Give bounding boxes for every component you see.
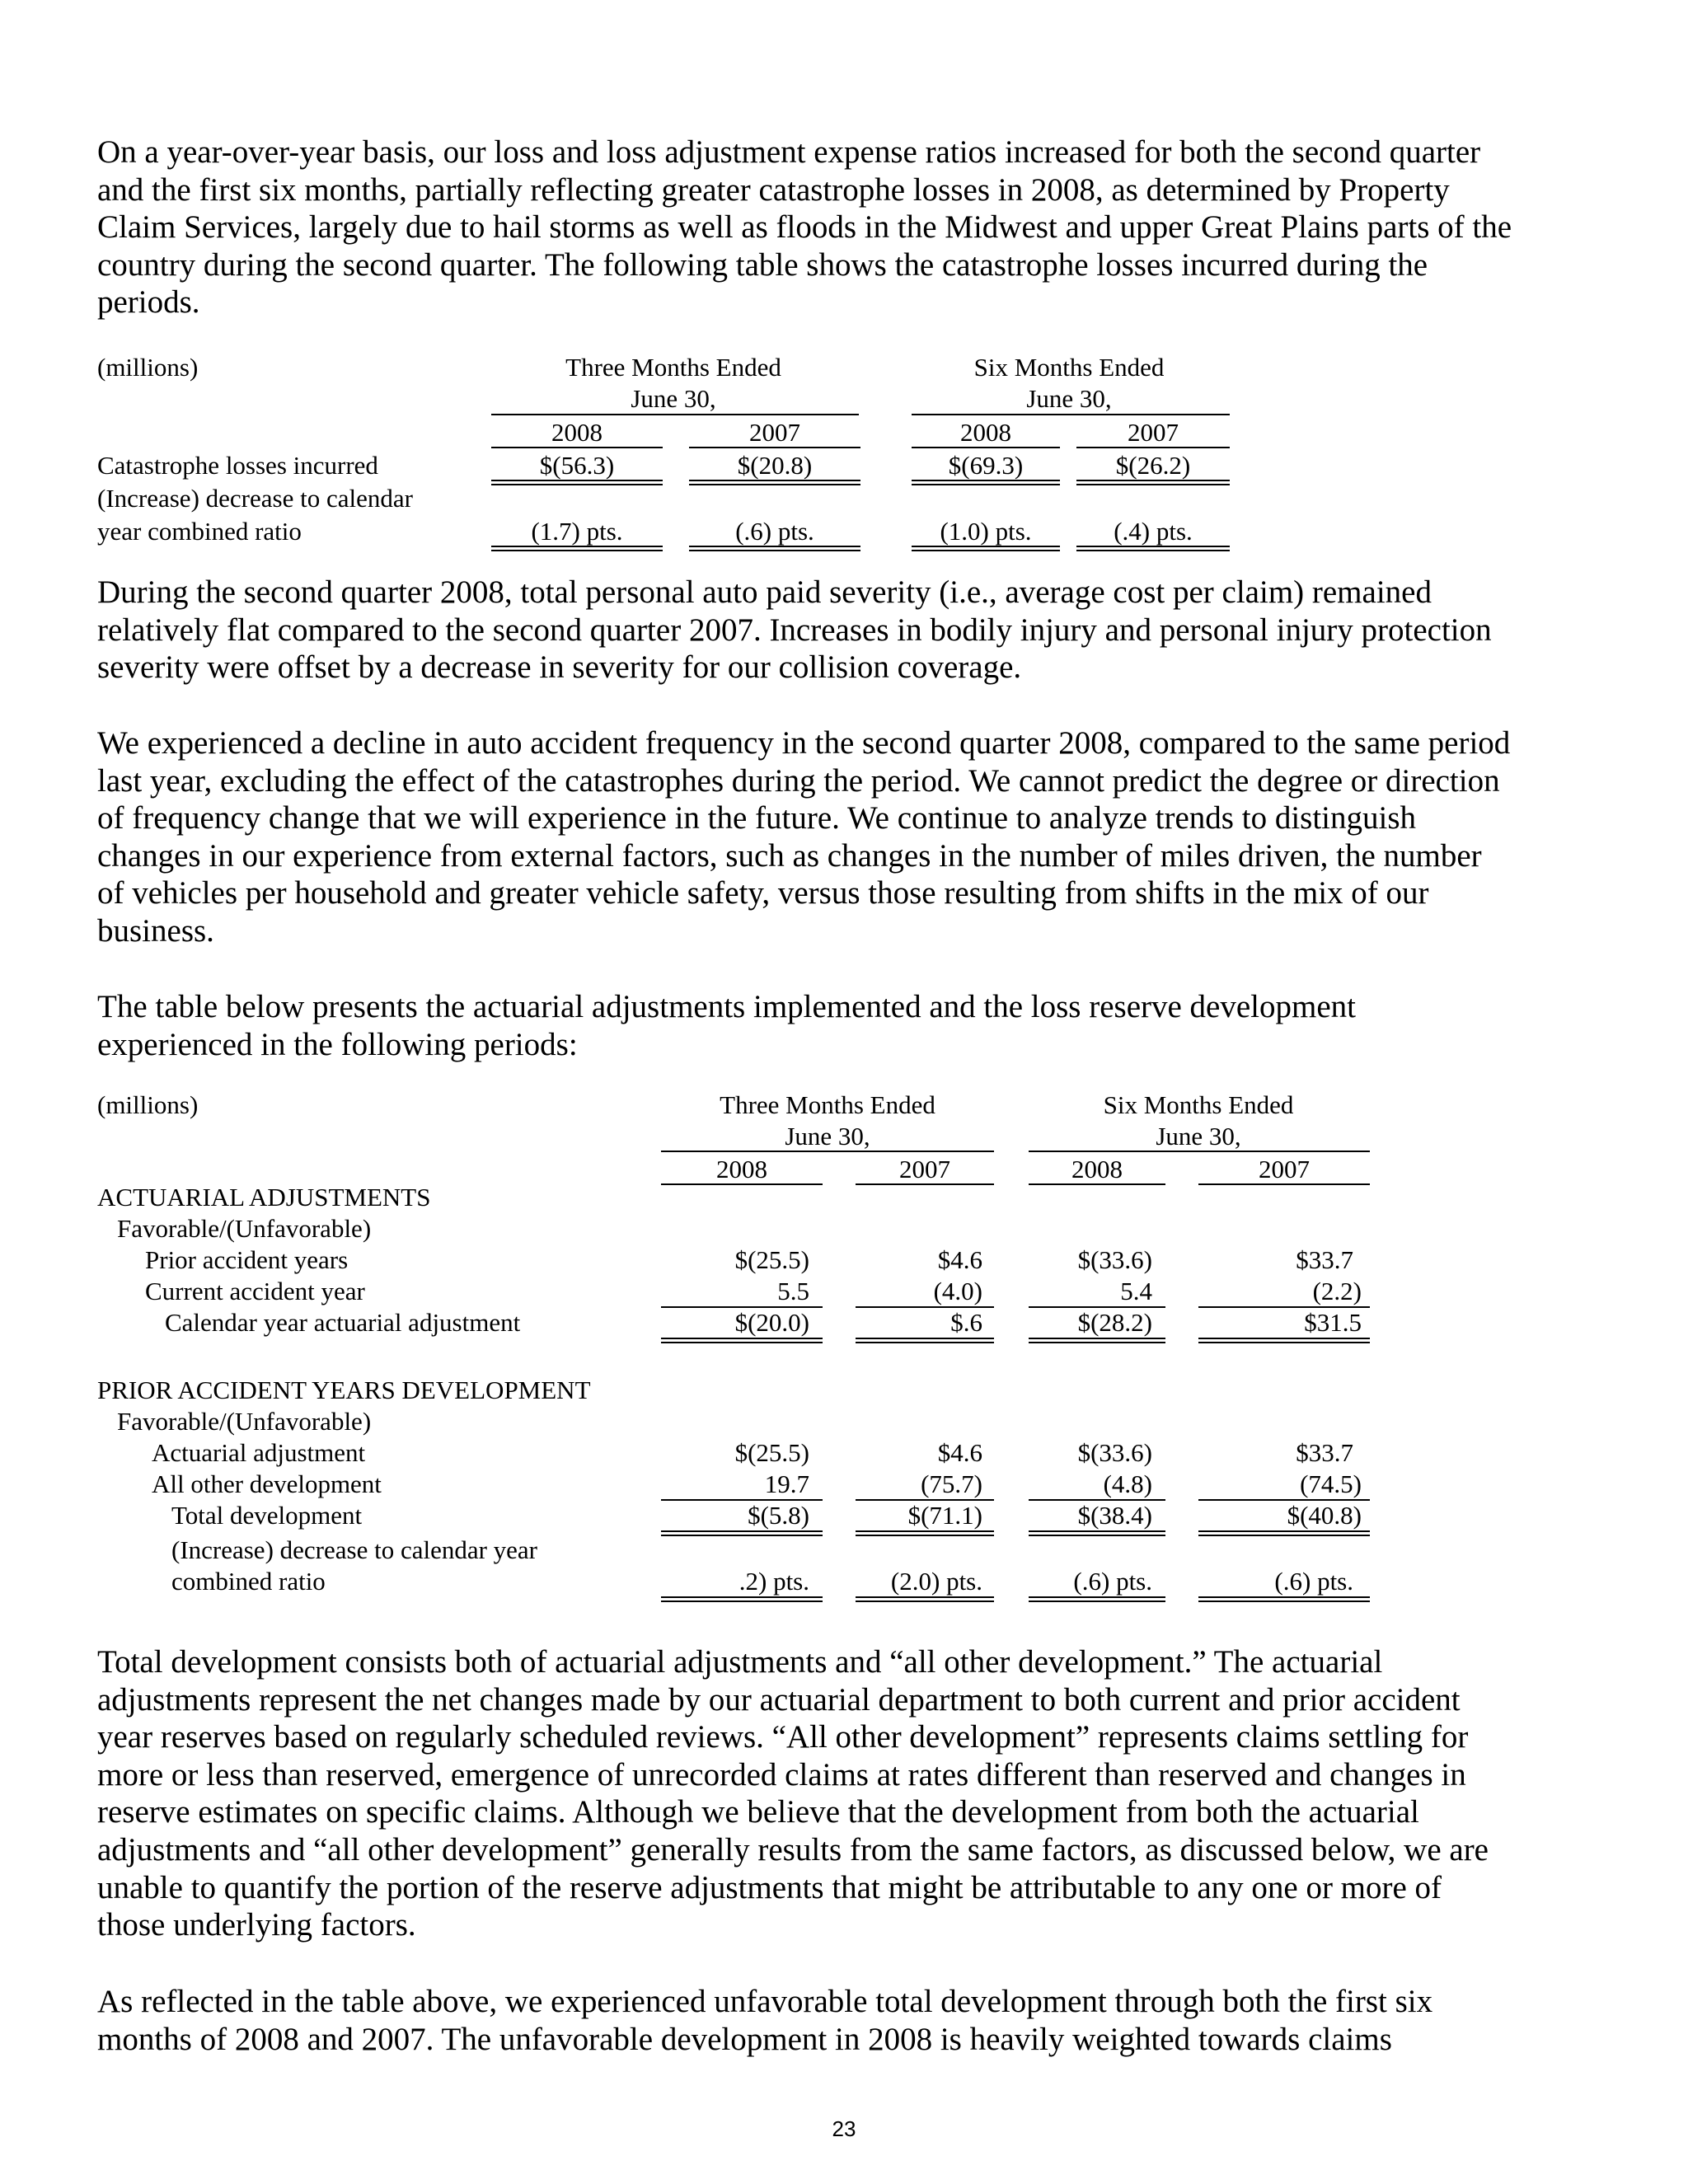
table2-actuarial-adj-val3: $(33.6) [1077,1438,1152,1467]
table1-row2-val1: (1.7) pts. [531,517,623,546]
table2-year-rule-3 [1029,1183,1165,1185]
table2-ratio-val4: (.6) pts. [1274,1567,1353,1596]
table1-group2-rule [912,414,1230,415]
table1-year-col4: 2007 [1128,418,1179,447]
table2-year-col1: 2008 [716,1155,767,1183]
table1-row1-label: Catastrophe losses incurred [97,451,378,480]
table2-prior-years-val1: $(25.5) [734,1245,809,1274]
table2-section2-title: PRIOR ACCIDENT YEARS DEVELOPMENT [97,1376,591,1404]
table2-calendar-adj-val3: $(28.2) [1077,1308,1152,1337]
paragraph-catastrophe-intro: On a year-over-year basis, our loss and loss adjustment expense ratios increased for both the second quarter and the first six months, partially reflecting greater catastrophe losses in 2008, as determined by Property Claim Services, largely due to hail storms as well as floods in the Midwest and upper Great Plains parts of the country during the second quarter. The following table shows the catastrophe losses incurred during the periods. [97,134,1512,321]
page-number: 23 [832,2116,856,2141]
table1-row1-val1: $(56.3) [539,451,615,480]
table2-actuarial-adj-val4: $33.7 [1296,1438,1353,1467]
table2-total-dev-val1: $(5.8) [748,1501,809,1530]
table2-total-dev-dbl-1 [661,1530,823,1536]
paragraph-auto-severity: During the second quarter 2008, total personal auto paid severity (i.e., average cost per claim) remained relatively flat compared to the second quarter 2007. Increases in bodily injury and personal injury protection severity were offset by a decrease in severity for our collision coverage. [97,574,1492,686]
table2-ratio-dbl-1 [661,1596,823,1602]
table2-group2-line1: Six Months Ended [1103,1090,1294,1119]
table1-year-col2: 2007 [749,418,800,447]
table1-row1-dbl-3 [912,480,1060,485]
table2-year-rule-4 [1198,1183,1370,1185]
table1-year-rule-1 [491,447,663,448]
table2-calendar-adj-dbl-3 [1029,1338,1165,1343]
table2-actuarial-adj-label: Actuarial adjustment [152,1438,366,1467]
paragraph-accident-frequency: We experienced a decline in auto accident frequency in the second quarter 2008, compared to the same period last year, excluding the effect of the catastrophes during the period. We cannot predict the degree or direction of frequency change that we will experience in the future. We continue to analyze trends to distinguish changes in our experience from external factors, such as changes in the number of miles driven, the number of vehicles per household and greater vehicle safety, versus those resulting from shifts in the mix of our business. [97,725,1511,949]
table2-section2-subtitle: Favorable/(Unfavorable) [117,1407,372,1436]
table2-group1-line1: Three Months Ended [720,1090,935,1119]
table2-current-year-val4: (2.2) [1312,1277,1362,1305]
table2-prior-years-val4: $33.7 [1296,1245,1353,1274]
table1-year-rule-4 [1076,447,1230,448]
table1-row1-dbl-4 [1076,480,1230,485]
table2-ratio-label-line2: combined ratio [171,1567,326,1596]
table2-total-dev-val4: $(40.8) [1287,1501,1362,1530]
table2-prior-years-val3: $(33.6) [1077,1245,1152,1274]
table1-row1-dbl-2 [689,480,860,485]
table2-calendar-adj-dbl-2 [856,1338,994,1343]
table1-group1-line2: June 30, [631,384,716,413]
table2-prior-years-val2: $4.6 [937,1245,982,1274]
table2-other-dev-val2: (75.7) [921,1469,982,1498]
table2-ratio-label-line1: (Increase) decrease to calendar year [171,1535,538,1564]
table2-year-rule-1 [661,1183,823,1185]
table2-calendar-adj-val4: $31.5 [1304,1308,1362,1337]
table2-total-dev-dbl-4 [1198,1530,1370,1536]
table1-row2-val2: (.6) pts. [735,517,814,546]
table2-ratio-val2: (2.0) pts. [890,1567,982,1596]
table1-units: (millions) [97,353,199,382]
table2-total-dev-label: Total development [171,1501,363,1530]
table2-total-dev-dbl-2 [856,1530,994,1536]
table2-year-col2: 2007 [899,1155,950,1183]
table2-other-dev-val1: 19.7 [764,1469,809,1498]
table2-calendar-adj-val1: $(20.0) [734,1308,809,1337]
table2-group2-line2: June 30, [1156,1122,1241,1151]
table2-ratio-dbl-4 [1198,1596,1370,1602]
table2-total-dev-dbl-3 [1029,1530,1165,1536]
table2-section1-title: ACTUARIAL ADJUSTMENTS [97,1183,431,1212]
table2-ratio-dbl-3 [1029,1596,1165,1602]
table2-calendar-adj-label: Calendar year actuarial adjustment [165,1308,521,1337]
table1-group1-line1: Three Months Ended [565,353,781,382]
table2-total-dev-val2: $(71.1) [907,1501,982,1530]
table1-row2-val4: (.4) pts. [1114,517,1193,546]
table2-calendar-adj-dbl-1 [661,1338,823,1343]
table1-row1-val4: $(26.2) [1115,451,1191,480]
table2-current-year-val3: 5.4 [1120,1277,1152,1305]
table2-ratio-val3: (.6) pts. [1073,1567,1152,1596]
table2-calendar-adj-val2: $.6 [950,1308,982,1337]
table2-current-year-val1: 5.5 [777,1277,809,1305]
table2-group1-line2: June 30, [785,1122,870,1151]
table2-year-rule-2 [856,1183,994,1185]
table1-row2-dbl-4 [1076,546,1230,551]
table1-group2-line2: June 30, [1026,384,1112,413]
table2-total-dev-val3: $(38.4) [1077,1501,1152,1530]
table1-row2-label-line2: year combined ratio [97,517,302,546]
table2-other-dev-val4: (74.5) [1300,1469,1362,1498]
table2-prior-years-label: Prior accident years [145,1245,349,1274]
table2-year-col4: 2007 [1259,1155,1310,1183]
table1-group1-rule [491,414,859,415]
table2-ratio-val1: .2) pts. [738,1567,809,1596]
table1-row2-dbl-2 [689,546,860,551]
table1-row2-label-line1: (Increase) decrease to calendar [97,484,413,513]
table2-group2-rule [1029,1151,1370,1152]
table1-year-col1: 2008 [551,418,603,447]
paragraph-total-development: Total development consists both of actuarial adjustments and “all other development.” The actuarial adjustments represent the net changes made by our actuarial department to both current and prior accident year reserves based on regularly scheduled reviews. “All other development” represents claims settling for more or less than reserved, emergence of unrecorded claims at rates different than reserved and changes in reserve estimates on specific claims. Although we believe that the development from both the actuarial adjustments and “all other development” generally results from the same factors, as discussed below, we are unable to quantify the portion of the reserve adjustments that might be attributable to any one or more of those underlying factors. [97,1644,1489,1943]
paragraph-table-intro: The table below presents the actuarial adjustments implemented and the loss reserve development experienced in the following periods: [97,989,1356,1062]
table2-group1-rule [661,1151,994,1152]
table2-units: (millions) [97,1090,199,1119]
table1-group2-line1: Six Months Ended [973,353,1165,382]
table2-current-year-val2: (4.0) [933,1277,982,1305]
table1-row1-dbl-1 [491,480,663,485]
paragraph-unfavorable-development: As reflected in the table above, we experienced unfavorable total development through both the first six months of 2008 and 2007. The unfavorable development in 2008 is heavily weighted towards claims [97,1984,1433,2057]
table1-year-rule-3 [912,447,1060,448]
table2-actuarial-adj-val1: $(25.5) [734,1438,809,1467]
table2-other-dev-label: All other development [152,1469,382,1498]
table1-row1-val2: $(20.8) [737,451,813,480]
table1-year-col3: 2008 [960,418,1011,447]
table2-year-col3: 2008 [1071,1155,1123,1183]
table2-section1-subtitle: Favorable/(Unfavorable) [117,1214,372,1243]
table1-row2-dbl-1 [491,546,663,551]
table1-year-rule-2 [689,447,860,448]
table1-row2-val3: (1.0) pts. [940,517,1032,546]
table2-current-year-label: Current accident year [145,1277,365,1305]
table2-other-dev-val3: (4.8) [1103,1469,1152,1498]
table1-row2-dbl-3 [912,546,1060,551]
table2-calendar-adj-dbl-4 [1198,1338,1370,1343]
table1-row1-val3: $(69.3) [948,451,1024,480]
table2-ratio-dbl-2 [856,1596,994,1602]
table2-actuarial-adj-val2: $4.6 [937,1438,982,1467]
